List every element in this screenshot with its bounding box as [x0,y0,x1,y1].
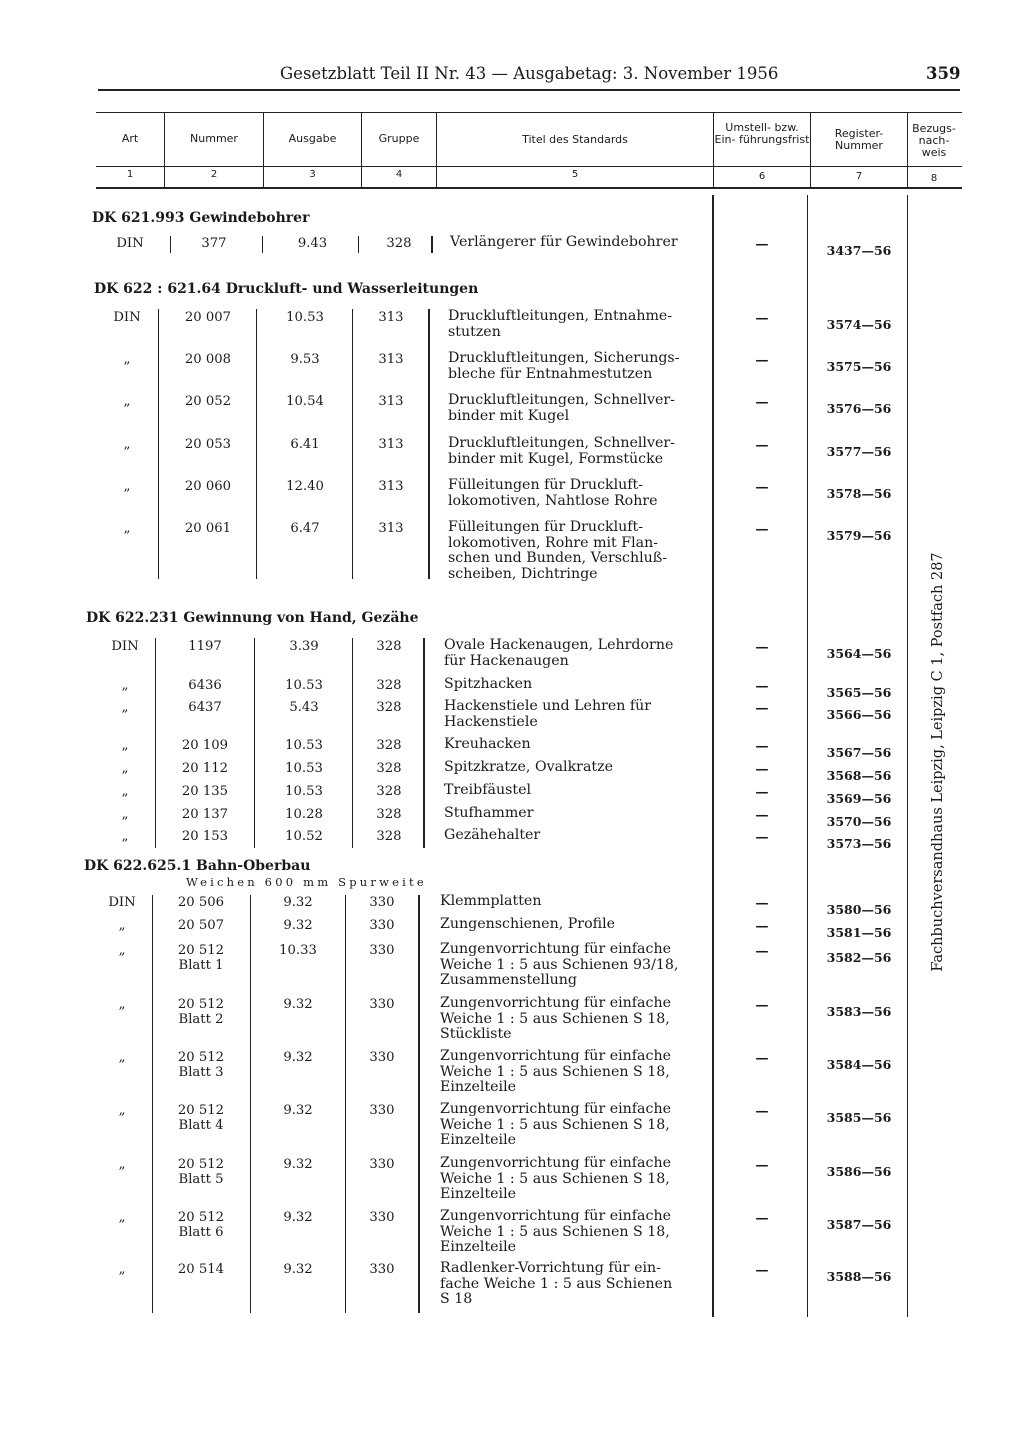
section-heading: DK 622.231 Gewinnung von Hand, Gezähe [86,610,419,626]
cell-ausgabe: 6.47 [290,521,320,536]
cell-art: „ [123,394,131,409]
nummer-value: 20 512 [177,997,225,1012]
cell-ausgabe: 10.53 [285,678,323,693]
cell-ausgabe: 9.32 [283,895,313,910]
cell-gruppe: 328 [376,829,402,844]
cell-nummer [157,700,253,715]
cell-register: 3585—56 [826,1110,892,1125]
cell-titel [440,894,698,910]
titel-line: Fülleitungen für Druckluft- [448,519,644,535]
cell-ausgabe: 9.32 [283,1210,313,1225]
cell-ausgabe: 10.28 [285,807,323,822]
titel-line: binder mit Kugel [448,407,570,424]
cell-frist: — [755,522,769,537]
cell-titel [440,1261,698,1308]
cell-register: 3584—56 [826,1057,892,1072]
cell-gruppe: 313 [378,310,404,325]
cell-gruppe: 328 [376,807,402,822]
cell-art: „ [118,1210,126,1225]
running-header: Gesetzblatt Teil II Nr. 43 — Ausgabetag: 3. November 1956 [280,64,779,83]
titel-line: Zungenschienen, Profile [440,916,616,932]
cell-nummer [153,895,249,910]
cell-ausgabe: 9.43 [297,236,328,251]
cell-register: 3583—56 [826,1004,892,1019]
cell-art: „ [118,918,126,933]
cell-register: 3568—56 [826,768,892,783]
section-heading: DK 621.993 Gewindebohrer [92,210,310,226]
cell-titel [440,917,698,933]
titel-line: Einzelteile [440,1132,517,1148]
col-number: 3 [309,169,316,180]
cell-frist: — [755,1104,769,1119]
cell-gruppe: 328 [376,678,402,693]
cell-ausgabe: 5.43 [289,700,319,715]
nummer-value: 20 052 [184,394,232,409]
cell-register: 3564—56 [826,646,892,661]
cell-separator [170,236,171,253]
nummer-value: 20 512 [177,1157,225,1172]
cell-nummer [153,943,249,973]
nummer-value: 20 060 [184,479,232,494]
section-subheading: Weichen 600 mm Spurweite [186,875,427,889]
cell-titel [440,942,698,989]
cell-register: 3586—56 [826,1164,892,1179]
cell-ausgabe: 9.32 [283,1050,313,1065]
titel-line: Treibfäustel [444,782,532,798]
cell-nummer [160,310,256,325]
titel-line: Zungenvorrichtung für einfache [440,1208,671,1224]
body-divider [907,195,908,1317]
cell-nummer [153,1157,249,1187]
cell-register: 3580—56 [826,902,892,917]
nummer-value: 20 135 [181,784,229,799]
cell-register: 3579—56 [826,528,892,543]
col-number: 7 [855,171,863,182]
cell-art: „ [121,700,129,715]
cell-art: „ [123,521,131,536]
titel-line: lokomotiven, Rohre mit Flan- [448,534,659,551]
cell-ausgabe: 6.41 [290,437,320,452]
cell-gruppe: 330 [369,1210,395,1225]
cell-gruppe: 330 [369,1050,395,1065]
cell-gruppe: 330 [369,895,395,910]
nummer-value: 20 112 [181,761,229,776]
cell-titel [448,351,706,382]
group-divider [345,895,346,1313]
titel-line: Weiche 1 : 5 aus Schienen 93/18, [440,956,679,973]
cell-frist: — [755,944,769,959]
col-header-bezug: Bezugs- nach- weis [912,122,956,159]
cell-register: 3565—56 [826,685,892,700]
cell-gruppe: 313 [378,521,404,536]
nummer-value: 20 109 [181,738,229,753]
titel-line: Fülleitungen für Druckluft- [448,477,644,493]
group-divider [155,638,156,848]
header-rule-top [98,89,960,91]
cell-nummer [153,1103,249,1133]
cell-art: „ [123,479,131,494]
cell-art: „ [118,997,126,1012]
titel-line: lokomotiven, Nahtlose Rohre [448,492,658,509]
cell-nummer [153,1262,249,1277]
cell-frist: — [755,701,769,716]
cell-register: 3588—56 [826,1269,892,1284]
titel-line: bleche für Entnahmestutzen [448,365,653,382]
cell-gruppe: 313 [378,352,404,367]
cell-gruppe: 328 [376,738,402,753]
section-heading: DK 622.625.1 Bahn-Oberbau [84,858,311,874]
cell-ausgabe: 10.53 [285,761,323,776]
titel-line: Weiche 1 : 5 aus Schienen S 18, [440,1116,670,1133]
cell-register: 3582—56 [826,950,892,965]
titel-line: schen und Bunden, Verschluß- [448,550,668,566]
nummer-value: 20 512 [177,1050,225,1065]
cell-nummer [160,479,256,494]
col-number: 4 [395,169,403,180]
cell-titel [440,996,698,1043]
nummer-value: 20 007 [184,310,232,325]
cell-art: „ [118,1103,126,1118]
cell-register: 3578—56 [826,486,892,501]
cell-art: DIN [116,236,144,251]
cell-frist: — [755,311,769,326]
nummer-value: 1197 [188,639,222,654]
col-number: 2 [210,169,218,180]
nummer-value: 20 061 [184,521,232,536]
cell-frist: — [755,919,769,934]
titel-line: Zungenvorrichtung für einfache [440,1155,671,1171]
titel-line: Zungenvorrichtung für einfache [440,995,671,1011]
cell-frist: — [755,480,769,495]
cell-titel [450,235,700,251]
titel-line: Hackenstiele [444,713,538,730]
blatt-value: Blatt 5 [178,1172,224,1187]
cell-frist: — [755,1158,769,1173]
titel-line: Spitzkratze, Ovalkratze [444,759,613,775]
cell-register: 3574—56 [826,317,892,332]
titel-line: Hackenstiele und Lehren für [444,698,652,714]
cell-gruppe: 330 [369,1157,395,1172]
cell-gruppe: 330 [369,1262,395,1277]
cell-register: 3587—56 [826,1217,892,1232]
cell-frist: — [755,808,769,823]
titel-line: Zusammenstellung [440,972,577,988]
titel-line: Zungenvorrichtung für einfache [440,941,671,957]
cell-nummer [165,236,263,251]
cell-art: „ [121,761,129,776]
titel-line: Druckluftleitungen, Entnahme- [448,308,673,324]
cell-ausgabe: 12.40 [286,479,324,494]
nummer-value: 20 514 [177,1262,225,1277]
blatt-value: Blatt 1 [178,958,224,973]
cell-ausgabe: 10.53 [286,310,324,325]
cell-frist: — [755,353,769,368]
cell-nummer [157,829,253,844]
cell-nummer [160,437,256,452]
titel-line: Weiche 1 : 5 aus Schienen S 18, [440,1010,670,1027]
col-number: 1 [126,169,134,180]
cell-art: DIN [111,639,139,654]
cell-art: „ [118,1050,126,1065]
col-header-register: Register- Nummer [834,127,884,152]
titel-line: Gezähehalter [444,827,541,843]
section-heading: DK 622 : 621.64 Druckluft- und Wasserleitungen [94,281,479,297]
cell-separator [431,236,433,253]
cell-frist: — [755,438,769,453]
cell-nummer [157,738,253,753]
cell-register: 3569—56 [826,791,892,806]
cell-ausgabe: 9.32 [283,1103,313,1118]
cell-frist: — [755,830,769,845]
cell-separator [358,236,359,253]
cell-ausgabe: 9.32 [283,1262,313,1277]
col-number: 6 [758,171,766,182]
cell-ausgabe: 3.39 [289,639,319,654]
table-rule-mid [96,166,962,167]
cell-frist: — [755,739,769,754]
col-number: 8 [930,173,938,184]
titel-line: Zungenvorrichtung für einfache [440,1048,671,1064]
col-header-nummer: Nummer [190,132,238,145]
cell-titel [448,520,706,582]
titel-line: Stückliste [440,1026,512,1042]
titel-line: Ovale Hackenaugen, Lehrdorne [444,637,674,653]
cell-gruppe: 328 [376,761,402,776]
titel-line: binder mit Kugel, Formstücke [448,450,664,467]
cell-nummer [157,639,253,654]
cell-ausgabe: 10.54 [286,394,324,409]
blatt-value: Blatt 2 [178,1012,224,1027]
cell-nummer [153,1210,249,1240]
cell-titel [440,1156,698,1203]
cell-frist: — [755,1051,769,1066]
group-divider [428,309,430,579]
cell-art: „ [123,352,131,367]
titel-line: Weiche 1 : 5 aus Schienen S 18, [440,1063,670,1080]
col-header-frist: Umstell- bzw. Ein- führungsfrist [714,121,810,146]
titel-line: Druckluftleitungen, Schnellver- [448,392,675,408]
col-header-gruppe: Gruppe [378,132,420,145]
nummer-value: 20 512 [177,943,225,958]
col-number: 5 [571,169,579,180]
cell-titel [440,1102,698,1149]
cell-art: „ [118,943,126,958]
nummer-value: 6437 [188,700,222,715]
titel-line: Weiche 1 : 5 aus Schienen S 18, [440,1170,670,1187]
cell-art: DIN [113,310,141,325]
cell-gruppe: 328 [376,784,402,799]
col-header-art: Art [121,132,139,145]
titel-line: für Hackenaugen [444,652,569,669]
titel-line: Radlenker-Vorrichtung für ein- [440,1260,661,1276]
cell-nummer [157,761,253,776]
cell-art: DIN [108,895,136,910]
cell-register: 3566—56 [826,707,892,722]
cell-nummer [160,521,256,536]
cell-ausgabe: 9.32 [283,1157,313,1172]
cell-register: 3576—56 [826,401,892,416]
group-divider [418,895,420,1313]
titel-line: S 18 [440,1291,473,1307]
cell-art: „ [121,807,129,822]
cell-ausgabe: 10.53 [285,738,323,753]
cell-nummer [153,1050,249,1080]
cell-nummer [160,352,256,367]
cell-frist: — [755,679,769,694]
titel-line: fache Weiche 1 : 5 aus Schienen [440,1275,673,1292]
cell-gruppe: 313 [378,437,404,452]
group-divider [352,638,353,848]
cell-nummer [160,394,256,409]
group-divider [352,309,353,579]
cell-frist: — [755,1263,769,1278]
titel-line: Druckluftleitungen, Sicherungs- [448,350,680,366]
nummer-value: 20 507 [177,918,225,933]
titel-line: Druckluftleitungen, Schnellver- [448,435,675,451]
blatt-value: Blatt 6 [178,1225,224,1240]
cell-separator [262,236,263,253]
cell-gruppe: 328 [376,639,402,654]
titel-line: Zungenvorrichtung für einfache [440,1101,671,1117]
cell-gruppe: 330 [369,943,395,958]
titel-line: Weiche 1 : 5 aus Schienen S 18, [440,1223,670,1240]
cell-titel [444,677,696,693]
blatt-value: Blatt 3 [178,1065,224,1080]
col-header-ausgabe: Ausgabe [288,132,337,145]
cell-gruppe: 328 [376,700,402,715]
nummer-value: 20 008 [184,352,232,367]
cell-ausgabe: 10.33 [279,943,317,958]
cell-art: „ [121,678,129,693]
cell-gruppe: 313 [378,479,404,494]
cell-frist: — [755,998,769,1013]
cell-frist: — [755,896,769,911]
nummer-value: 377 [201,236,227,251]
titel-line: Klemmplatten [440,893,542,909]
group-divider [256,309,257,579]
cell-register: 3570—56 [826,814,892,829]
titel-line: Kreuhacken [444,736,531,752]
cell-art: „ [121,738,129,753]
page-number: 359 [926,64,961,83]
table-rule-top [96,112,962,113]
cell-frist: — [755,640,769,655]
cell-ausgabe: 9.53 [290,352,320,367]
cell-ausgabe: 10.52 [285,829,323,844]
cell-register: 3437—56 [826,243,892,258]
cell-titel [448,309,706,340]
cell-ausgabe: 9.32 [283,918,313,933]
cell-titel [448,393,706,424]
cell-gruppe: 330 [369,918,395,933]
cell-register: 3581—56 [826,925,892,940]
cell-titel [444,699,696,730]
cell-register: 3573—56 [826,836,892,851]
cell-frist: — [755,1211,769,1226]
titel-line: Einzelteile [440,1079,517,1095]
cell-ausgabe: 9.32 [283,997,313,1012]
nummer-value: 20 137 [181,807,229,822]
cell-titel [440,1049,698,1096]
group-divider [250,895,251,1313]
titel-line: Einzelteile [440,1186,517,1202]
titel-line: Einzelteile [440,1239,517,1255]
cell-art: „ [118,1157,126,1172]
cell-gruppe: 328 [386,236,412,251]
cell-frist: — [755,237,769,252]
cell-nummer [153,918,249,933]
group-divider [158,309,159,579]
cell-ausgabe: 10.53 [285,784,323,799]
nummer-value: 20 506 [177,895,225,910]
blatt-value: Blatt 4 [178,1118,224,1133]
cell-nummer [157,807,253,822]
nummer-value: 20 512 [177,1210,225,1225]
cell-art: „ [121,829,129,844]
cell-register: 3577—56 [826,444,892,459]
nummer-value: 20 512 [177,1103,225,1118]
cell-titel [448,436,706,467]
cell-art: „ [121,784,129,799]
cell-titel [444,828,696,844]
cell-gruppe: 330 [369,1103,395,1118]
cell-art: „ [123,437,131,452]
cell-titel [440,1209,698,1256]
table-rule-head-bottom [96,187,962,189]
cell-gruppe: 330 [369,997,395,1012]
titel-line: stutzen [448,323,501,340]
nummer-value: 20 153 [181,829,229,844]
cell-titel [444,737,696,753]
col-header-titel: Titel des Standards [522,133,628,146]
cell-register: 3567—56 [826,745,892,760]
cell-titel [444,783,696,799]
side-note: Fachbuchversandhaus Leipzig, Leipzig C 1, Postfach 287 [930,552,946,972]
nummer-value: 20 053 [184,437,232,452]
cell-nummer [153,997,249,1027]
cell-art: „ [118,1262,126,1277]
cell-register: 3575—56 [826,359,892,374]
cell-gruppe: 313 [378,394,404,409]
cell-titel [444,638,696,669]
cell-titel [444,806,696,822]
cell-frist: — [755,785,769,800]
cell-nummer [157,678,253,693]
cell-nummer [157,784,253,799]
cell-titel [448,478,706,509]
cell-frist: — [755,762,769,777]
titel-line: Verlängerer für Gewindebohrer [450,234,678,250]
titel-line: Spitzhacken [444,676,533,692]
cell-titel [444,760,696,776]
group-divider [254,638,255,848]
nummer-value: 6436 [188,678,222,693]
titel-line: scheiben, Dichtringe [448,565,598,582]
cell-frist: — [755,395,769,410]
titel-line: Stufhammer [444,805,534,821]
